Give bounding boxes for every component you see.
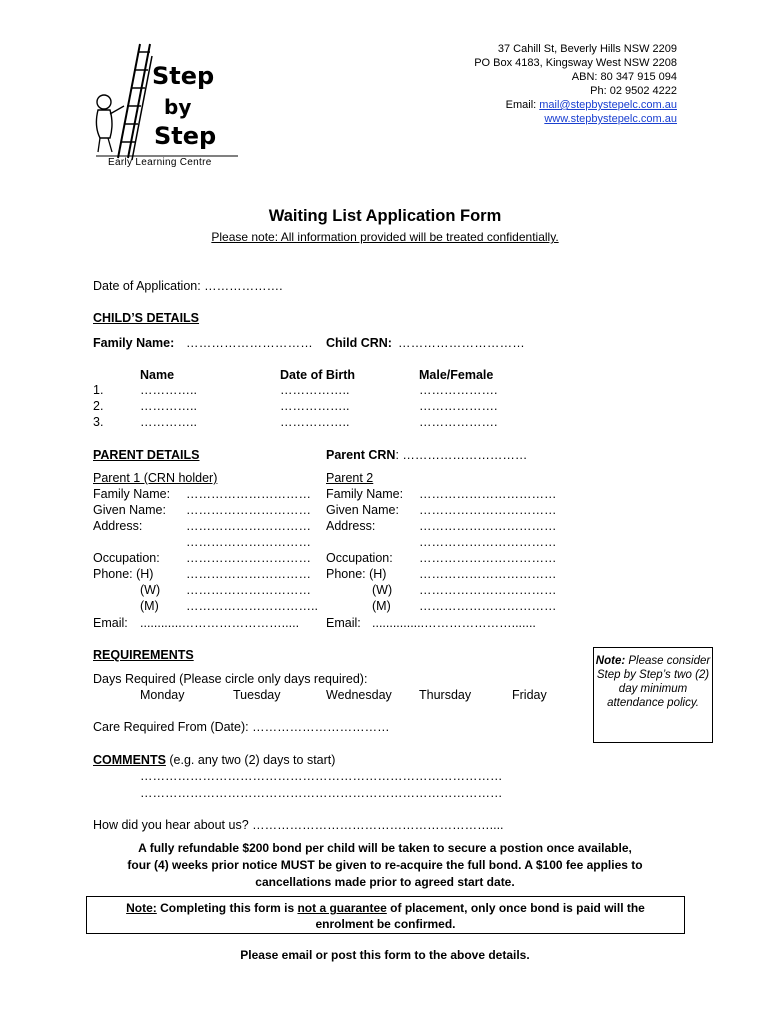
child-row-number: 2. bbox=[93, 399, 104, 413]
day-option-wednesday[interactable]: Wednesday bbox=[326, 688, 392, 702]
child-name-field[interactable]: ………….. bbox=[140, 399, 197, 413]
p2-phone-m-field[interactable]: …………………………… bbox=[419, 599, 557, 613]
website-link[interactable]: www.stepbystepelc.com.au bbox=[544, 113, 677, 125]
logo-word-by: by bbox=[164, 95, 192, 119]
child-row-number: 3. bbox=[93, 415, 104, 429]
logo-word-step-1: Step bbox=[152, 62, 215, 90]
days-required-label: Days Required (Please circle only days required): bbox=[93, 672, 368, 686]
p1-address-field-line2[interactable]: ………………………… bbox=[186, 535, 311, 549]
comments-line-1[interactable]: …………………………………………………………………………… bbox=[140, 769, 503, 783]
date-of-application-field[interactable]: Date of Application: ………………. bbox=[93, 279, 283, 293]
child-sex-field[interactable]: ………………. bbox=[419, 399, 498, 413]
email-link[interactable]: mail@stepbystepelc.com.au bbox=[539, 99, 677, 111]
child-sex-field[interactable]: ………………. bbox=[419, 383, 498, 397]
child-crn-label: Child CRN: bbox=[326, 336, 392, 350]
p1-email-field[interactable]: ............……………………..... bbox=[140, 616, 300, 630]
p2-email-label: Email: bbox=[326, 616, 361, 630]
child-crn-field[interactable]: ………………………… bbox=[398, 336, 525, 350]
guarantee-emphasis: not a guarantee bbox=[297, 901, 387, 915]
p2-phone-w-field[interactable]: …………………………… bbox=[419, 583, 557, 597]
address-line: 37 Cahill St, Beverly Hills NSW 2209 bbox=[497, 43, 677, 55]
p2-address-field[interactable]: …………………………… bbox=[419, 519, 557, 533]
requirements-heading: REQUIREMENTS bbox=[93, 648, 194, 662]
care-required-from-field[interactable]: Care Required From (Date): …………………………… bbox=[93, 720, 390, 734]
p1-occupation-label: Occupation: bbox=[93, 551, 160, 565]
guarantee-text-2: of placement, only once bond is paid will the bbox=[386, 901, 645, 915]
p1-phone-h-label: Phone: (H) bbox=[93, 567, 154, 581]
address-line: Ph: 02 9502 4222 bbox=[590, 85, 677, 97]
column-header-dob: Date of Birth bbox=[280, 368, 355, 382]
day-option-tuesday[interactable]: Tuesday bbox=[233, 688, 281, 702]
column-header-name: Name bbox=[140, 368, 175, 382]
day-option-thursday[interactable]: Thursday bbox=[419, 688, 472, 702]
p2-occupation-label: Occupation: bbox=[326, 551, 393, 565]
parent-details-heading: PARENT DETAILS bbox=[93, 448, 200, 462]
day-option-friday[interactable]: Friday bbox=[512, 688, 547, 702]
p2-given-name-field[interactable]: …………………………… bbox=[419, 503, 557, 517]
childs-details-heading: CHILD’S DETAILS bbox=[93, 311, 200, 325]
child-family-name-label: Family Name: bbox=[93, 336, 175, 350]
parent-crn-field[interactable]: : ………………………… bbox=[395, 448, 528, 462]
day-option-monday[interactable]: Monday bbox=[140, 688, 185, 702]
p1-address-field[interactable]: ………………………… bbox=[186, 519, 311, 533]
p1-given-name-label: Given Name: bbox=[93, 503, 166, 517]
comments-label bbox=[93, 753, 335, 767]
address-line: PO Box 4183, Kingsway West NSW 2208 bbox=[474, 57, 677, 69]
child-dob-field[interactable]: …………….. bbox=[280, 415, 350, 429]
footer-instruction: Please email or post this form to the above details. bbox=[240, 948, 530, 962]
guarantee-text-1: Completing this form is bbox=[156, 901, 298, 915]
child-row-number: 1. bbox=[93, 383, 104, 397]
comments-hint: (e.g. any two (2) days to start) bbox=[165, 753, 336, 767]
parent1-heading: Parent 1 (CRN holder) bbox=[93, 471, 218, 485]
child-dob-field[interactable]: …………….. bbox=[280, 383, 350, 397]
bond-notice-line: A fully refundable $200 bond per child will be taken to secure a postion once available, bbox=[138, 841, 632, 855]
p1-address-label: Address: bbox=[93, 519, 143, 533]
how-did-you-hear-field[interactable]: How did you hear about us? ………………………………………………….... bbox=[93, 818, 504, 832]
p1-given-name-field[interactable]: ………………………… bbox=[186, 503, 311, 517]
confidentiality-note: Please note: All information provided will be treated confidentially. bbox=[211, 230, 559, 244]
p1-occupation-field[interactable]: ………………………… bbox=[186, 551, 311, 565]
form-title: Waiting List Application Form bbox=[268, 207, 502, 225]
p1-phone-w-label: (W) bbox=[140, 583, 161, 597]
step-by-step-logo bbox=[88, 40, 248, 175]
note-label: Note: bbox=[595, 655, 626, 667]
parent2-heading: Parent 2 bbox=[326, 471, 374, 485]
child-family-name-field[interactable]: ………………………… bbox=[186, 336, 313, 350]
p2-address-label: Address: bbox=[326, 519, 376, 533]
p1-phone-h-field[interactable]: ………………………… bbox=[186, 567, 311, 581]
guarantee-note-label: Note: bbox=[126, 901, 157, 915]
p1-email-label: Email: bbox=[93, 616, 128, 630]
comments-line-2[interactable]: …………………………………………………………………………… bbox=[140, 786, 503, 800]
parent-crn-label: Parent CRN bbox=[326, 448, 396, 462]
bond-notice bbox=[0, 840, 770, 891]
p2-family-name-field[interactable]: …………………………… bbox=[419, 487, 557, 501]
guarantee-text-line2: enrolment be confirmed. bbox=[315, 917, 456, 931]
address-line: ABN: 80 347 915 094 bbox=[571, 71, 677, 83]
child-dob-field[interactable]: …………….. bbox=[280, 399, 350, 413]
p2-family-name-label: Family Name: bbox=[326, 487, 404, 501]
p1-family-name-label: Family Name: bbox=[93, 487, 171, 501]
bond-notice-line: four (4) weeks prior notice MUST be given to re-acquire the full bond. A $100 fee applies to bbox=[127, 858, 643, 872]
p1-phone-m-label: (M) bbox=[140, 599, 159, 613]
logo-word-step-2: Step bbox=[154, 122, 217, 150]
email-label: Email: bbox=[505, 99, 540, 111]
parent-crn[interactable] bbox=[326, 448, 527, 462]
p2-address-field-line2[interactable]: …………………………… bbox=[419, 535, 557, 549]
comments-heading: COMMENTS bbox=[93, 753, 166, 767]
logo-tagline: Early Learning Centre bbox=[108, 157, 212, 168]
p2-given-name-label: Given Name: bbox=[326, 503, 399, 517]
attendance-policy-note bbox=[593, 647, 713, 743]
p2-phone-w-label: (W) bbox=[372, 583, 393, 597]
p2-phone-h-field[interactable]: …………………………… bbox=[419, 567, 557, 581]
p2-phone-m-label: (M) bbox=[372, 599, 391, 613]
email-line bbox=[474, 98, 677, 112]
child-sex-field[interactable]: ………………. bbox=[419, 415, 498, 429]
child-name-field[interactable]: ………….. bbox=[140, 415, 197, 429]
centre-address-block bbox=[474, 42, 677, 126]
p2-phone-h-label: Phone: (H) bbox=[326, 567, 387, 581]
placement-guarantee-note bbox=[86, 896, 685, 934]
p1-phone-m-field[interactable]: ………………………….. bbox=[186, 599, 318, 613]
ladder-child-illustration bbox=[88, 40, 248, 175]
p1-family-name-field[interactable]: ………………………… bbox=[186, 487, 311, 501]
p2-email-field[interactable]: ...............…………………....... bbox=[372, 616, 536, 630]
child-name-field[interactable]: ………….. bbox=[140, 383, 197, 397]
column-header-sex: Male/Female bbox=[419, 368, 494, 382]
bond-notice-line: cancellations made prior to agreed start date. bbox=[255, 875, 515, 889]
p2-occupation-field[interactable]: …………………………… bbox=[419, 551, 557, 565]
note-text: Please consider Step by Step’s two (2) day minimum attendance policy. bbox=[596, 655, 711, 709]
p1-phone-w-field[interactable]: ………………………… bbox=[186, 583, 311, 597]
